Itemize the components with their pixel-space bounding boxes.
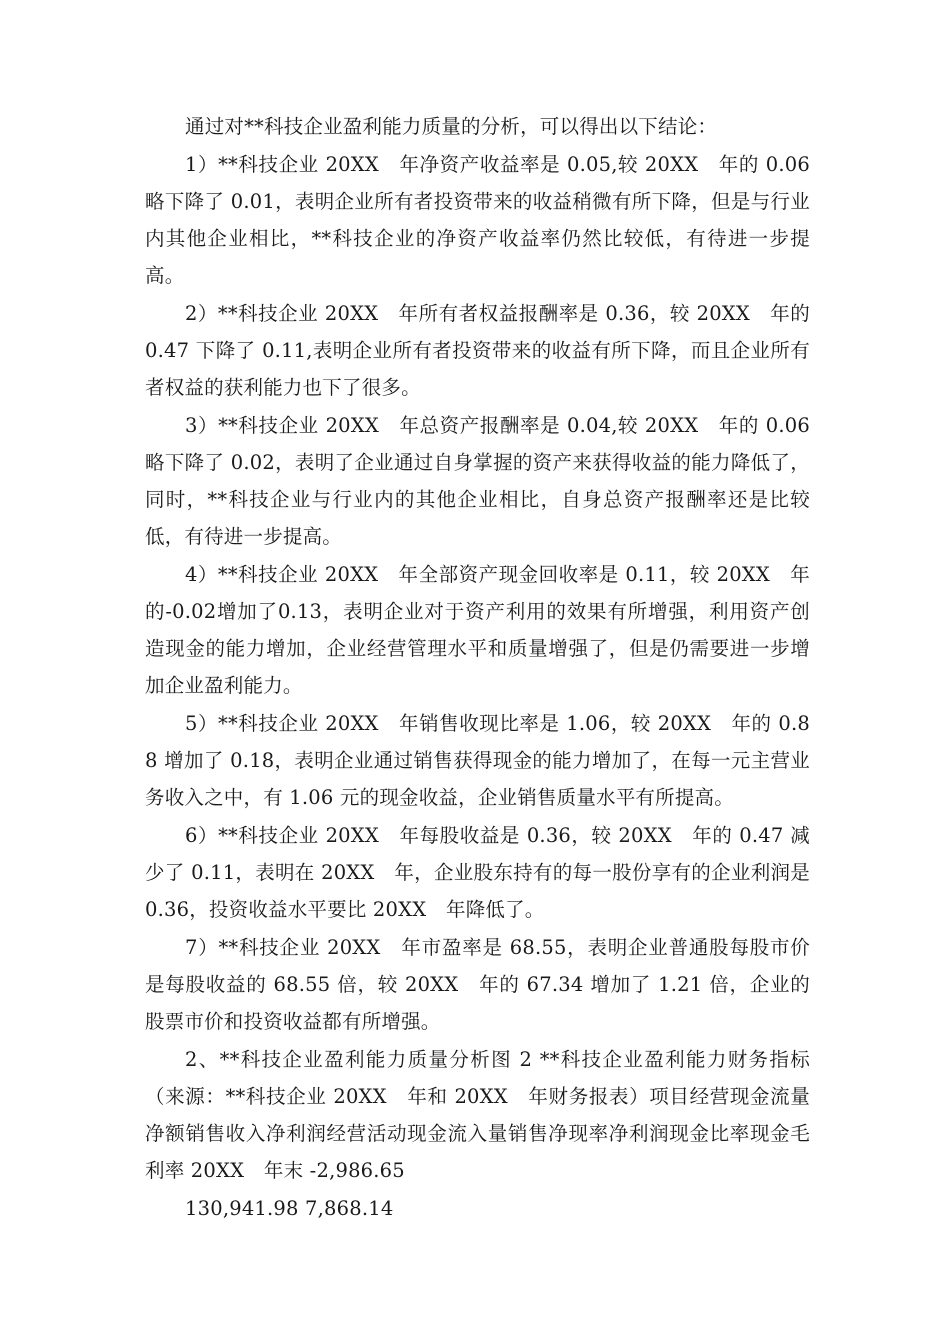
conclusion-1-paragraph: 1）**科技企业 20XX 年净资产收益率是 0.05,较 20XX 年的 0.06 略下降了 0.01，表明企业所有者投资带来的收益稍微有所下降，但是与行业内其他企业相比，**科技企业的净资产收益率仍然比较低，有待进一步提高。 (145, 153, 810, 287)
conclusion-7-paragraph: 7）**科技企业 20XX 年市盈率是 68.55，表明企业普通股每股市价是每股收益的 68.55 倍，较 20XX 年的 67.34 增加了 1.21 倍，企业的股票市价和投资收益都有所增强。 (145, 936, 810, 1033)
conclusion-4-paragraph: 4）**科技企业 20XX 年全部资产现金回收率是 0.11，较 20XX 年的-0.02增加了0.13，表明企业对于资产利用的效果有所增强，利用资产创造现金的能力增加，企业经营管理水平和质量增强了，但是仍需要进一步增加企业盈利能力。 (145, 563, 810, 697)
figures-paragraph: 130,941.98 7,868.14 (185, 1197, 394, 1220)
conclusion-6-paragraph: 6）**科技企业 20XX 年每股收益是 0.36，较 20XX 年的 0.47 减少了 0.11，表明在 20XX 年，企业股东持有的每一股份享有的企业利润是 0.36，投资收益水平要比 20XX 年降低了。 (145, 824, 810, 921)
document-body (145, 108, 810, 1227)
conclusion-5-paragraph: 5）**科技企业 20XX 年销售收现比率是 1.06，较 20XX 年的 0.88 增加了 0.18，表明企业通过销售获得现金的能力增加了，在每一元主营业务收入之中，有 1.06 元的现金收益，企业销售质量水平有所提高。 (145, 712, 810, 809)
conclusion-3-paragraph: 3）**科技企业 20XX 年总资产报酬率是 0.04,较 20XX 年的 0.06 略下降了 0.02，表明了企业通过自身掌握的资产来获得收益的能力降低了，同时，**科技企业与行业内的其他企业相比，自身总资产报酬率还是比较低，有待进一步提高。 (145, 414, 810, 548)
intro-paragraph: 通过对**科技企业盈利能力质量的分析，可以得出以下结论： (185, 115, 718, 138)
section-2-paragraph: 2、**科技企业盈利能力质量分析图 2 **科技企业盈利能力财务指标（来源：**科技企业 20XX 年和 20XX 年财务报表）项目经营现金流量净额销售收入净利润经营活动现金流入量销售净现率净利润现金比率现金毛利率 20XX 年末 -2,986.65 (145, 1048, 810, 1182)
conclusion-2-paragraph: 2）**科技企业 20XX 年所有者权益报酬率是 0.36，较 20XX 年的 0.47 下降了 0.11,表明企业所有者投资带来的收益有所下降，而且企业所有者权益的获利能力也下了很多。 (145, 302, 810, 399)
